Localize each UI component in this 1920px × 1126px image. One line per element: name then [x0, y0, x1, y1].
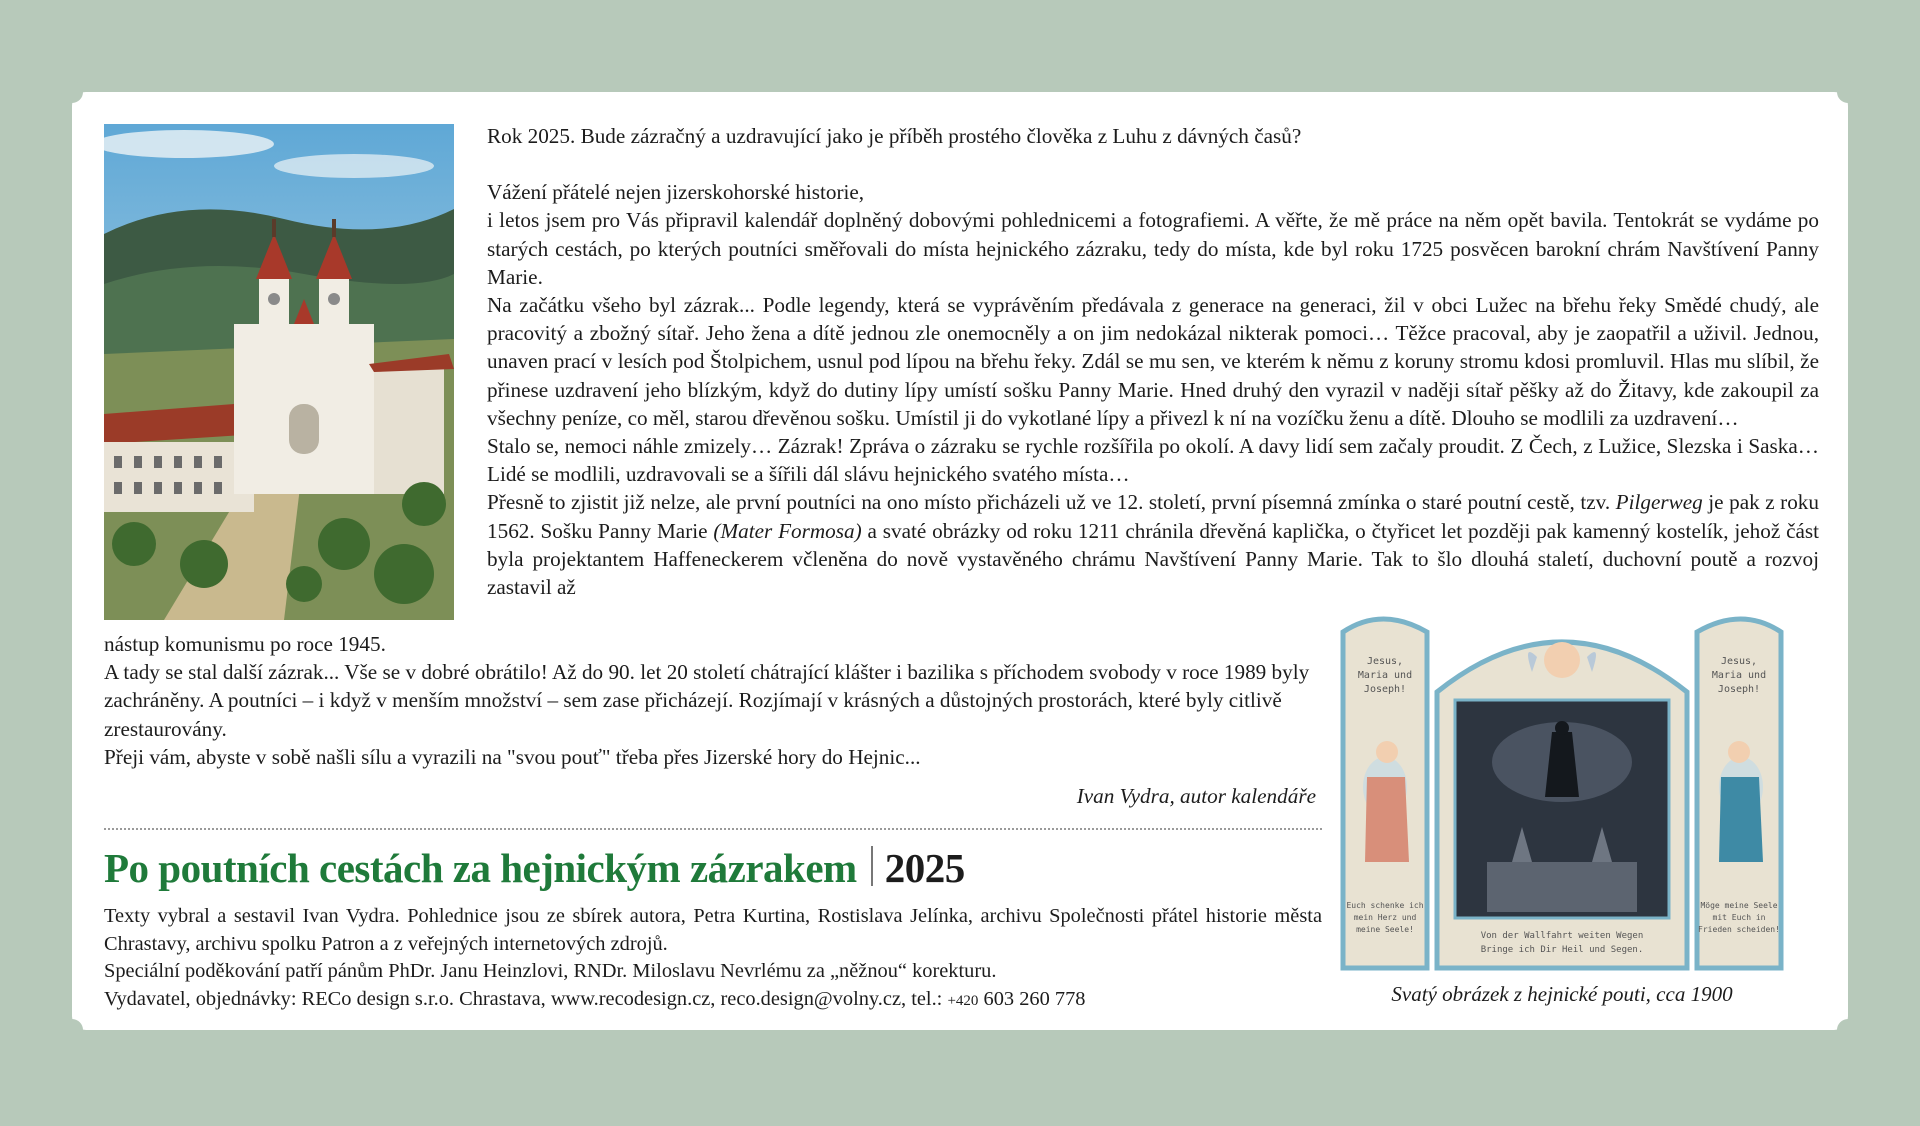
paragraph-4-part-a: Přesně to zjistit již nelze, ale první poutníci na ono místo přicházeli už ve 12. století, první písemná zmínka o staré poutní cestě, tzv.	[487, 490, 1611, 515]
corner-notch	[61, 81, 83, 103]
pilgerweg-term: Pilgerweg	[1615, 490, 1703, 515]
paragraph-5: A tady se stal další zázrak... Vše se v dobré obrátilo! Až do 90. let 20 století chátrající klášter i bazilika s příchodem svobody v roce 1989 byly zachráněny. A poutníci – i když v menším množství – sem zase přicházejí. Rozjímají v krásných a důstojných prostorách, které byly citlivě zrestaurovány.	[104, 660, 1310, 741]
holy-picture-triptych	[1337, 612, 1787, 972]
calendar-title	[104, 844, 965, 892]
corner-notch	[1837, 81, 1859, 103]
greeting: Vážení přátelé nejen jizerskohorské historie,	[487, 180, 865, 205]
left-bottom-line-3: meine Seele!	[1356, 925, 1414, 934]
credits	[104, 903, 1322, 1015]
intro-headline: Rok 2025. Bude zázračný a uzdravující jako je příběh prostého člověka z Luhu z dávných časů?	[487, 124, 1302, 148]
phone-prefix: +420	[947, 992, 979, 1009]
basilica-postcard-image	[104, 124, 454, 620]
title-main: Po poutních cestách za hejnickým zázrakem	[104, 845, 857, 891]
credits-line-3	[104, 986, 1322, 1016]
left-bottom-line-1: Euch schenke ich	[1346, 901, 1424, 910]
left-bottom-line-2: mein Herz und	[1353, 913, 1417, 922]
paragraph-4-part-c: a svaté obrázky od roku 1211 chránila dřevěná kaplička, o čtyřicet let později pak kamenný kostelík, jehož část byla projektantem Haffeneckerem včleněna do nově vystavěného chrámu Navštívení Panny Marie. Tak to šlo dlouhá staletí, duchovní poutě a rozvoj zastavil až	[487, 518, 1820, 600]
author-signature: Ivan Vydra, autor kalendáře	[1076, 784, 1316, 808]
right-top-line-3: Joseph!	[1717, 684, 1761, 695]
paragraph-6: Přeji vám, abyste v sobě našli sílu a vyrazili na "svou pouť" třeba přes Jizerské hory do Hejnic...	[104, 744, 921, 769]
right-bottom-line-2: mit Euch in	[1712, 913, 1766, 922]
paragraph-1: i letos jsem pro Vás připravil kalendář doplněný dobovými pohlednicemi a fotografiemi. A věřte, že mě práce na něm opět bavila. Tentokrát se vydáme po starých cestách, po kterých poutníci směřovali do místa hejnického zázraku, tedy do místa, kde byl roku 1725 posvěcen barokní chrám Navštívení Panny Marie.	[487, 208, 1819, 289]
intro-text	[487, 122, 1819, 601]
corner-notch	[1837, 1019, 1859, 1041]
left-top-line-2: Maria und	[1357, 670, 1413, 681]
left-top-line-1: Jesus,	[1366, 656, 1404, 667]
corner-notch	[61, 1019, 83, 1041]
triptych-caption: Svatý obrázek z hejnické pouti, cca 1900	[1391, 982, 1733, 1006]
right-bottom-line-1: Möge meine Seele	[1700, 901, 1778, 910]
right-top-line-2: Maria und	[1711, 670, 1767, 681]
phone-number: 603 260 778	[983, 987, 1086, 1010]
center-bottom-line-2: Bringe ich Dir Heil und Segen.	[1480, 945, 1644, 955]
mater-formosa-term: (Mater Formosa)	[713, 518, 862, 543]
dotted-divider	[104, 828, 1322, 830]
credits-line-1: Texty vybral a sestavil Ivan Vydra. Pohlednice jsou ze sbírek autora, Petra Kurtina, Rostislava Jelínka, archivu Společnosti přátel historie města Chrastavy, archivu spolku Patron a z veřejných internetových zdrojů.	[104, 905, 1322, 955]
title-separator	[871, 846, 873, 886]
lower-text	[104, 630, 1316, 771]
paragraph-3: Stalo se, nemoci náhle zmizely… Zázrak! Zpráva o zázraku se rychle rozšířila po okolí. A davy lidí sem začaly proudit. Z Čech, z Lužice, Slezska i Saska…Lidé se modlili, uzdravovali se a šířili dál slávu hejnického svatého místa…	[487, 434, 1819, 487]
right-bottom-line-3: Frieden scheiden!	[1698, 925, 1780, 934]
calendar-card	[72, 92, 1848, 1030]
paragraph-4-end: nástup komunismu po roce 1945.	[104, 632, 386, 656]
right-top-line-1: Jesus,	[1720, 656, 1758, 667]
credits-line-2: Speciální poděkování patří pánům PhDr. Janu Heinzlovi, RNDr. Miloslavu Nevrlému za „něžnou“ korekturu.	[104, 960, 997, 982]
paragraph-4-part-b: je pak z roku 1562. Sošku Panny Marie	[487, 490, 1819, 543]
center-bottom-line-1: Von der Wallfahrt weiten Wegen	[1480, 931, 1644, 941]
paragraph-4	[487, 488, 1819, 601]
publisher-info: Vydavatel, objednávky: RECo design s.r.o. Chrastava, www.recodesign.cz, reco.design@volny.cz, tel.:	[104, 987, 943, 1010]
left-top-line-3: Joseph!	[1363, 684, 1407, 695]
title-year: 2025	[884, 845, 965, 891]
paragraph-2: Na začátku všeho byl zázrak... Podle legendy, která se vyprávěním předávala z generace na generaci, žil v obci Lužec na břehu řeky Smědé chudý, ale pracovitý a zbožný sítař. Jeho žena a dítě jednou zle onemocněly a on jim nedokázal nikterak pomoci… Těžce pracoval, aby je zaopatřil a uživil. Jednou, unaven prací v lesích pod Štolpichem, usnul pod lípou na břehu řeky. Zdál se mu sen, ve kterém k němu z koruny stromu kdosi promluvil. Hlas mu slíbil, že přinese uzdravení jeho blízkým, když do dutiny lípy umístí sošku Panny Marie. Hned druhý den vyrazil v naději sítař pěšky až do Žitavy, kde zakoupil za všechny peníze, co měl, starou dřevěnou sošku. Umístil ji do vykotlané lípy a přivezl k ní na vozíčku ženu a dítě. Dlouho se modlili za uzdravení…	[487, 293, 1819, 430]
